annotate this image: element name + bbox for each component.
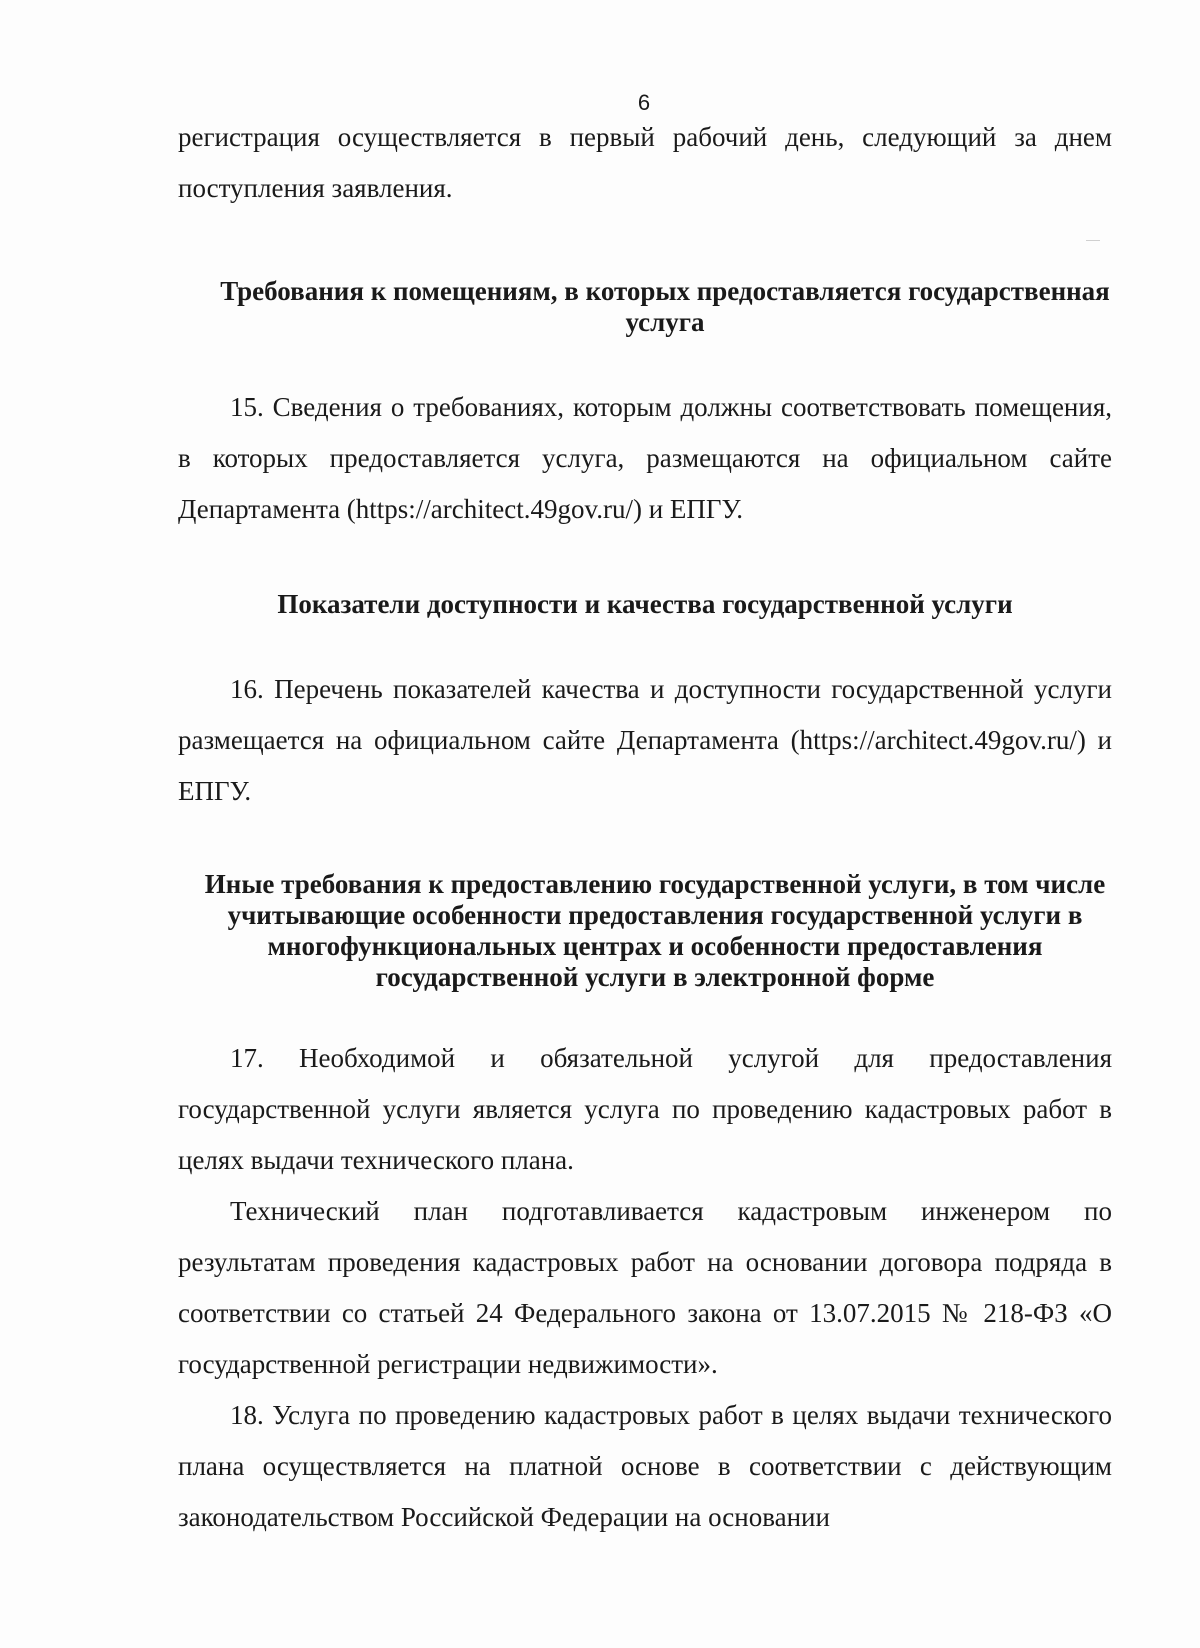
paragraph-17-technical-plan: Технический план подготавливается кадастровым инженером по результатам проведения кадастровых работ на основании договора подряда в соответствии со статьей 24 Федерального закона от 13.07.2015 № 218-ФЗ «О государственной регистрации недвижимости». xyxy=(178,1196,1112,1379)
heading-quality-indicators: Показатели доступности и качества государственной услуги xyxy=(277,589,1013,619)
heading-premises-requirements: Требования к помещениям, в которых предоставляется государственная услуга xyxy=(220,276,1110,337)
paragraph-17: 17. Необходимой и обязательной услугой для предоставления государственной услуги является услуга по проведению кадастровых работ в целях выдачи технического плана. xyxy=(178,1043,1112,1175)
paragraph-15: 15. Сведения о требованиях, которым должны соответствовать помещения, в которых предоставляется услуга, размещаются на официальном сайте Департамента (https://architect.49gov.ru/) и ЕПГУ. xyxy=(178,392,1112,524)
document-body xyxy=(178,112,1112,1543)
paragraph-16: 16. Перечень показателей качества и доступности государственной услуги размещается на официальном сайте Департамента (https://architect.49gov.ru/) и ЕПГУ. xyxy=(178,674,1112,806)
paragraph-intro: регистрация осуществляется в первый рабочий день, следующий за днем поступления заявления. xyxy=(178,122,1112,203)
paragraph-18: 18. Услуга по проведению кадастровых работ в целях выдачи технического плана осуществляется на платной основе в соответствии с действующим законодательством Российской Федерации на основании xyxy=(178,1400,1112,1532)
heading-other-requirements: Иные требования к предоставлению государственной услуги, в том числе учитывающие особенности предоставления государственной услуги в многофункциональных центрах и особенности предоставления государственной услуги в электронной форме xyxy=(204,869,1106,992)
page-number: 6 xyxy=(637,90,651,115)
